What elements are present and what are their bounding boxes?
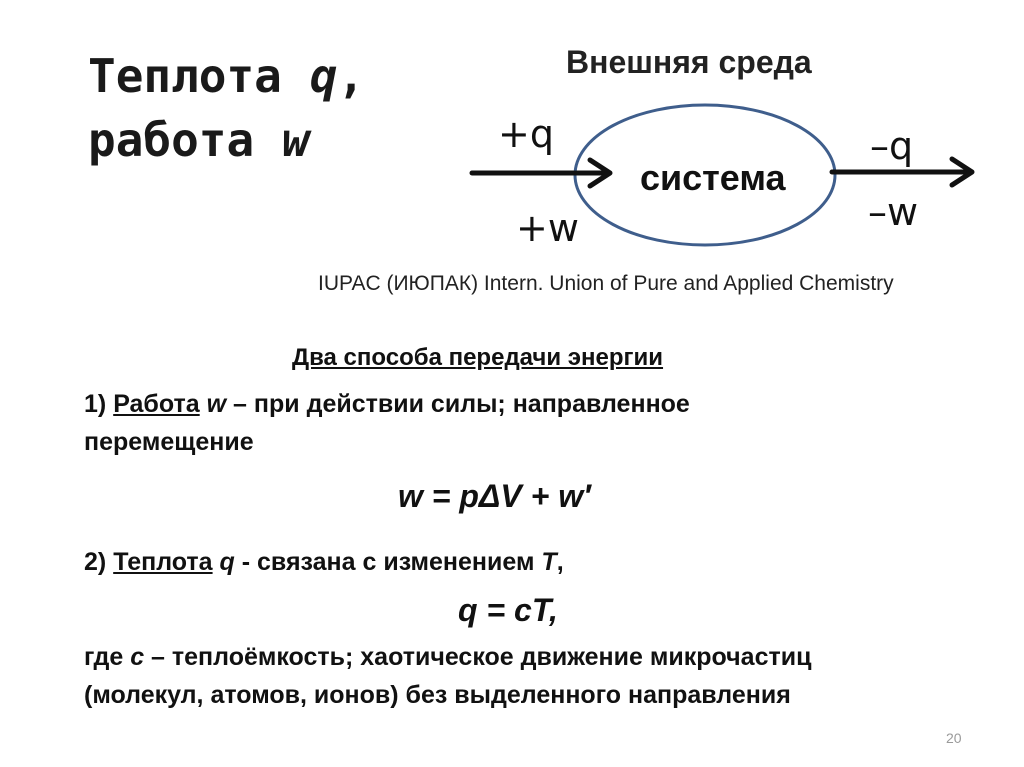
title-heat-word: Теплота xyxy=(88,49,310,103)
in-work-label: +w xyxy=(516,206,579,250)
heat-formula: q = cT, xyxy=(458,592,558,628)
title-comma: , xyxy=(337,49,365,103)
work-term: Работа xyxy=(113,390,200,418)
title-work-word: работа xyxy=(88,113,282,167)
title-work-var: w xyxy=(281,113,310,167)
heat-capacity-note xyxy=(84,638,984,714)
item-work-line-2: перемещение xyxy=(84,428,254,456)
item-work-line-1: 1) Работа w – при действии силы; направленное xyxy=(84,390,690,418)
title-heat-var: q xyxy=(309,49,338,103)
in-heat-label: +q xyxy=(498,112,554,156)
note-line-1: где c – теплоёмкость; хаотическое движение микрочастиц xyxy=(84,643,812,671)
environment-label: Внешняя среда xyxy=(566,44,812,80)
out-work-label: –w xyxy=(868,190,919,234)
inflow-arrow xyxy=(472,160,610,186)
out-heat-label: –q xyxy=(870,124,914,168)
section-heading: Два способа передачи энергии xyxy=(292,344,664,371)
system-label: система xyxy=(640,157,786,198)
iupac-note: IUPAC (ИЮПАК) Intern. Union of Pure and Applied Chemistry xyxy=(318,272,894,295)
slide-number: 20 xyxy=(946,730,962,746)
heat-term: Теплота xyxy=(113,548,213,576)
note-line-2: (молекул, атомов, ионов) без выделенного направления xyxy=(84,681,791,709)
work-formula: w = pΔV + w′ xyxy=(398,478,591,514)
item-work xyxy=(84,385,964,461)
item-heat: 2) Теплота q - связана с изменением T, xyxy=(84,548,564,576)
